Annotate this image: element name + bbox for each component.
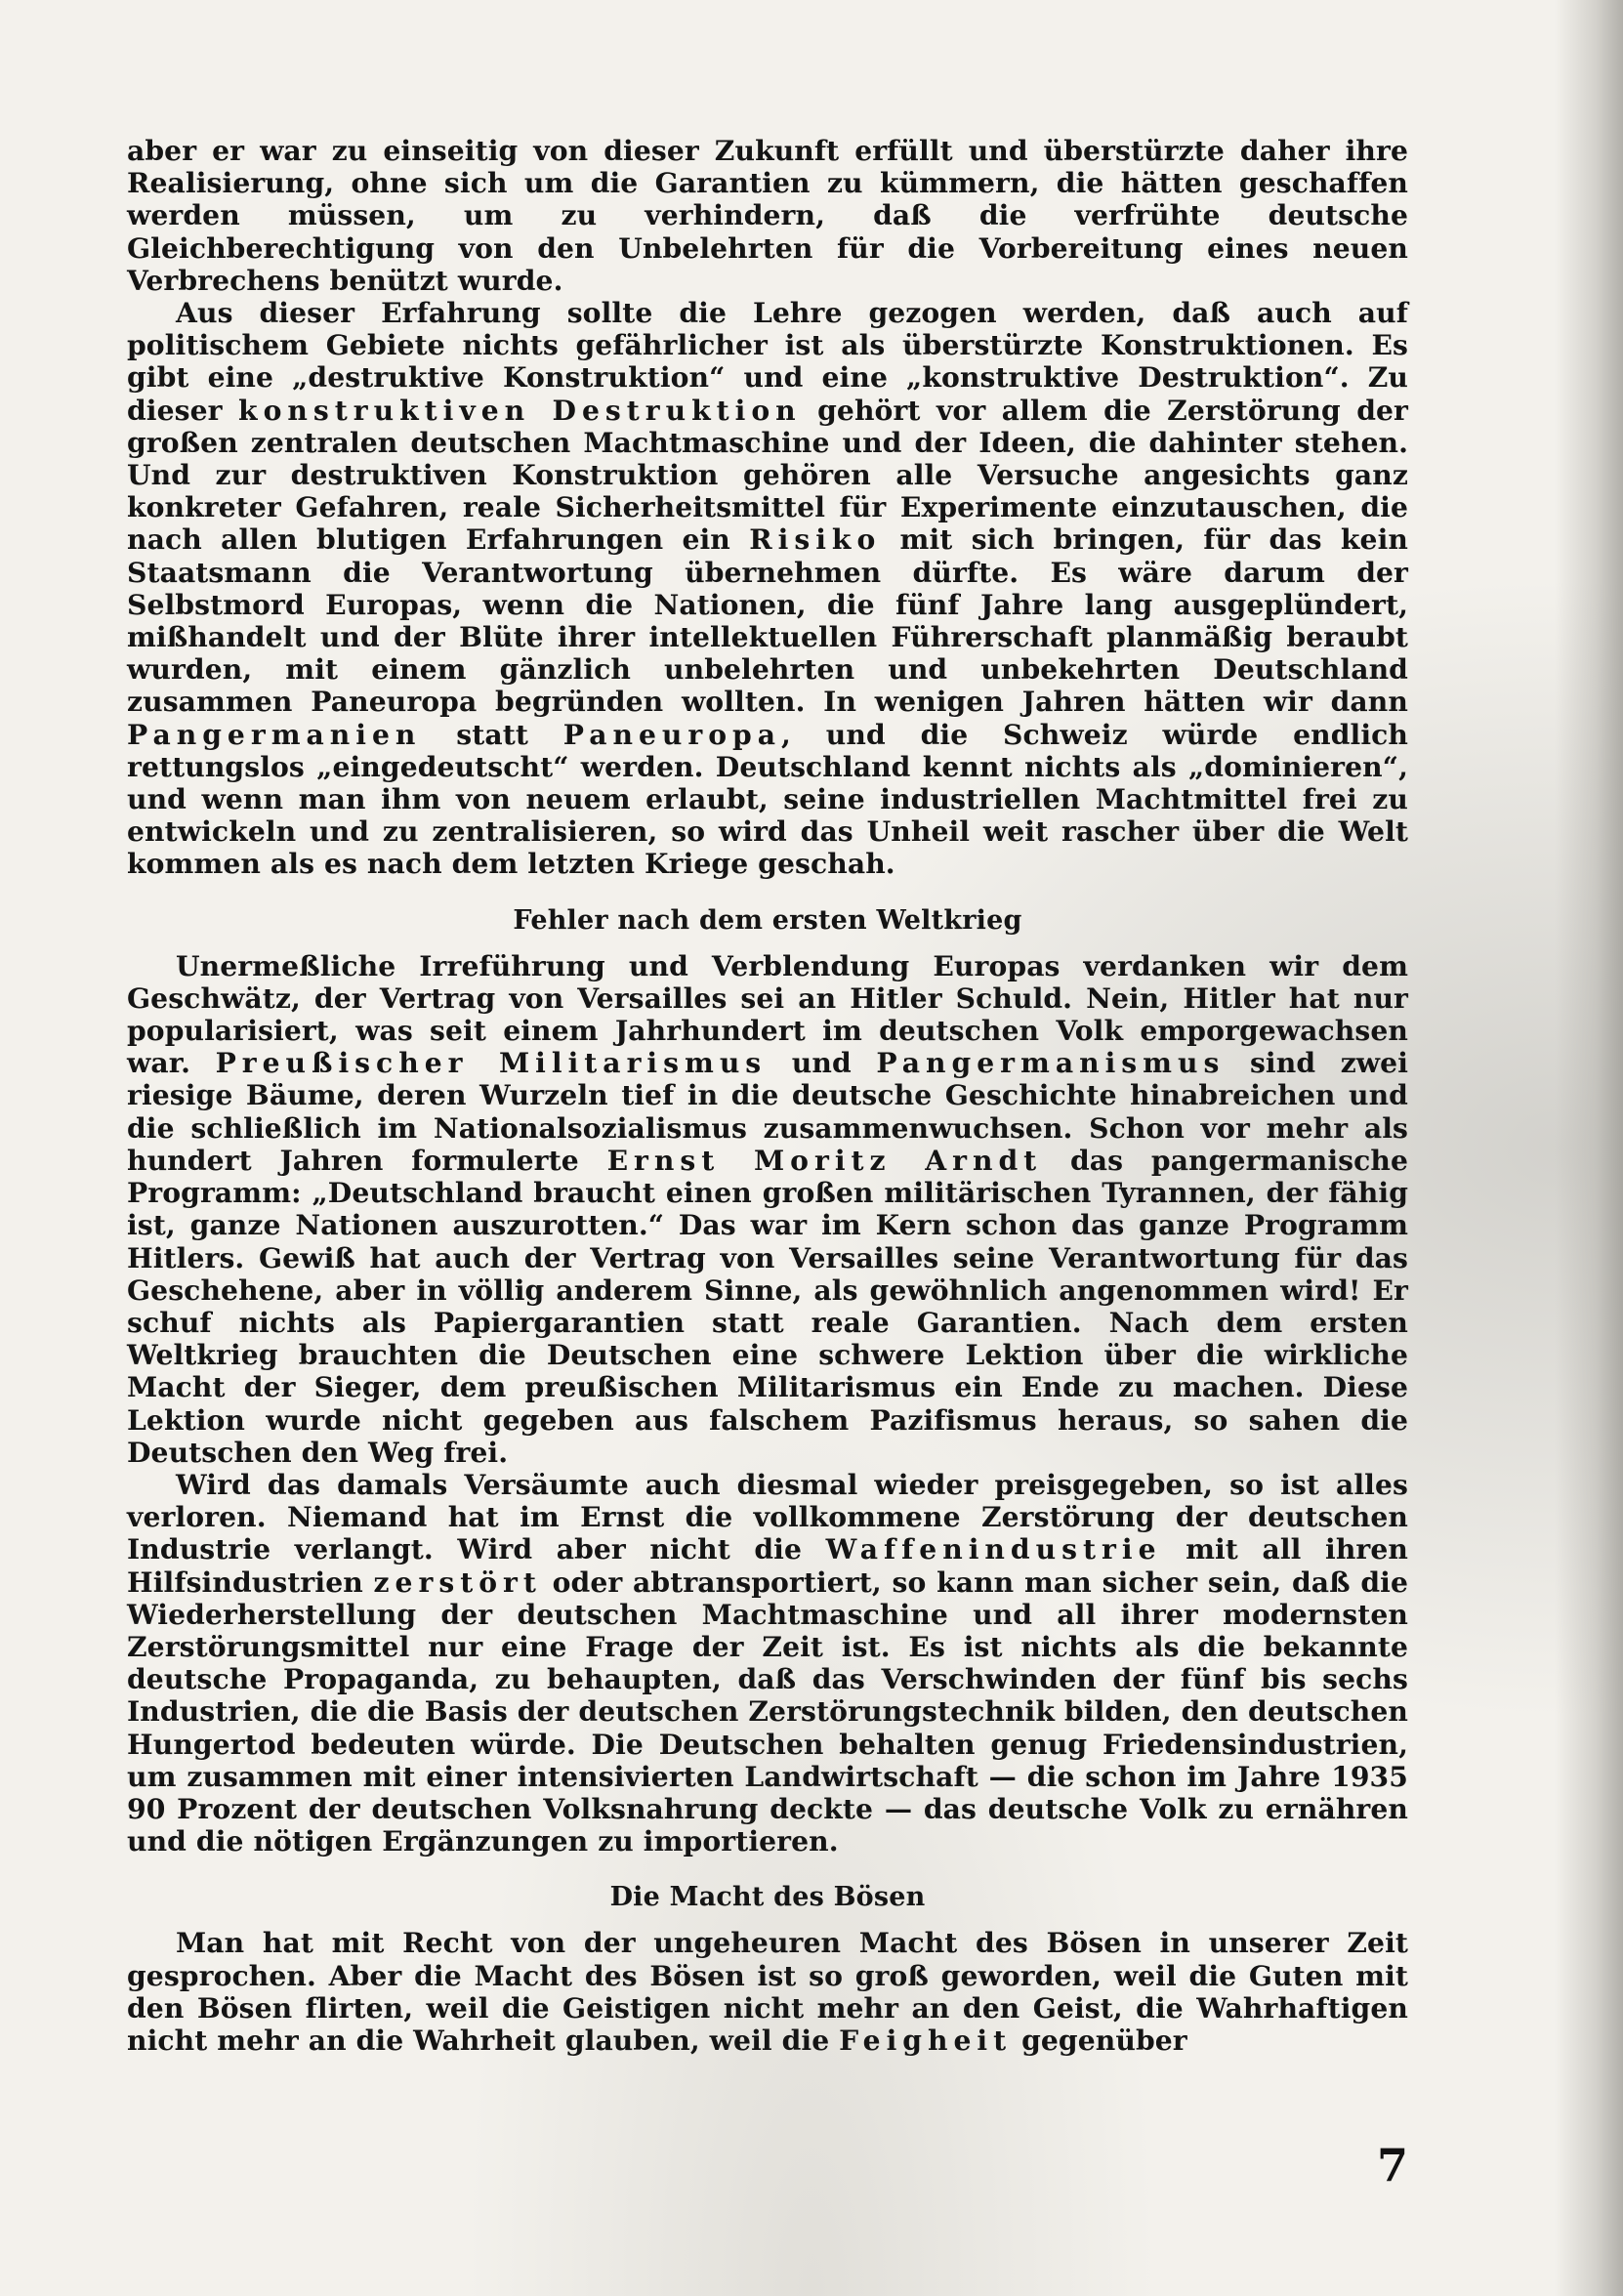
- page-edge-shadow: [1555, 0, 1623, 2296]
- section-heading: Fehler nach dem ersten Weltkrieg: [513, 904, 1022, 936]
- spaced-emphasis-text: Paneuropa: [562, 718, 782, 751]
- spaced-emphasis-text: zerstört: [373, 1565, 542, 1599]
- text-run: sind zwei riesige Bäume, deren Wurzeln tief in die deutsche Geschichte hinabreichen und die schließlich im Nationalsozialismus zusammenwuchsen. Schon vor mehr als hundert Jahren formulerte: [127, 1047, 1409, 1177]
- text-run: Man hat mit Recht von der ungeheuren Macht des Bösen in unserer Zeit gesprochen. Aber die Macht des Bösen ist so groß geworden, weil die Guten mit den Bösen flirten, weil die Geistigen nicht mehr an den Geist, die Wahrhaftigen nicht mehr an die Wahrheit glauben, weil die: [127, 1927, 1408, 2057]
- spaced-emphasis-text: Preußischer Militarismus: [215, 1047, 768, 1080]
- text-run: statt: [421, 718, 563, 751]
- text-run: mit all ihren Hilfsindustrien: [127, 1533, 1408, 1599]
- spaced-emphasis-text: konstruktiven Destruktion: [238, 394, 802, 427]
- paragraph: [127, 297, 1408, 881]
- text-run: das pangermanische Programm: „Deutschland braucht einen großen militärischen Tyrannen, der fähig ist, ganze Nationen auszurotten.“ Das war im Kern schon das ganze Programm Hitlers. Gewiß hat auch der Vertrag von Versailles seine Verantwortung für das Geschehene, aber in völlig anderem Sinne, als gewöhnlich angenommen wird! Er schuf nichts als Papiergarantien statt reale Garantien. Nach dem ersten Weltkrieg brauchten die Deutschen eine schwere Lektion über die wirkliche Macht der Sieger, dem preußischen Militarismus ein Ende zu machen. Diese Lektion wurde nicht gegeben aus falschem Pazifismus heraus, so sahen die Deutschen den Weg frei.: [127, 1144, 1409, 1469]
- text-run: gehört vor allem die Zerstörung der großen zentralen deutschen Machtmaschine und der Ideen, die dahinter stehen. Und zur destruktiven Konstruktion gehören alle Versuche angesichts ganz konkreter Gefahren, reale Sicherheitsmittel für Experimente einzutauschen, die nach allen blutigen Erfahrungen ein: [127, 394, 1408, 557]
- text-run: mit sich bringen, für das kein Staatsmann die Verantwortung übernehmen dürfte. Es wäre darum der Selbstmord Europas, wenn die Nationen, die fünf Jahre lang ausgeplündert, mißhandelt und der Blüte ihrer intellektuellen Führerschaft planmäßig beraubt wurden, mit einem gänzlich unbelehrten und unbekehrten Deutschland zusammen Paneuropa begründen wollten. In wenigen Jahren hätten wir dann: [127, 523, 1408, 719]
- spaced-emphasis-text: Pangermanismus: [876, 1047, 1226, 1080]
- paragraph: [127, 950, 1408, 1469]
- paragraph: [127, 135, 1408, 297]
- paragraph: [127, 1469, 1408, 1858]
- paragraph: [127, 1927, 1408, 2057]
- text-run: aber er war zu einseitig von dieser Zukunft erfüllt und überstürzte daher ihre Realisierung, ohne sich um die Garantien zu kümmern, die hätten geschaffen werden müssen, um zu verhindern, daß die verfrühte deutsche Gleichberechtigung von den Unbelehrten für die Vorbereitung eines neuen Verbrechens benützt wurde.: [127, 135, 1408, 297]
- section-heading: Die Macht des Bösen: [609, 1882, 926, 1913]
- text-run: , und die Schweiz würde endlich rettungslos „eingedeutscht“ werden. Deutschland kennt nichts als „dominieren“, und wenn man ihm von neuem erlaubt, seine industriellen Machtmittel frei zu entwickeln und zu zentralisieren, so wird das Unheil weit rascher über die Welt kommen als es nach dem letzten Kriege geschah.: [127, 718, 1408, 881]
- spaced-emphasis-text: Ernst Moritz Arndt: [606, 1144, 1043, 1177]
- text-run: Aus dieser Erfahrung sollte die Lehre gezogen werden, daß auch auf politischem Gebiete nichts gefährlicher ist als überstürzte Konstruktionen. Es gibt eine „destruktive Konstruktion“ und eine „konstruktive Destruktion“. Zu dieser: [127, 297, 1408, 427]
- body-text: [127, 135, 1408, 2057]
- text-run: Wird das damals Versäumte auch diesmal wieder preisgegeben, so ist alles verloren. Niemand hat im Ernst die vollkommene Zerstörung der deutschen Industrie verlangt. Wird aber nicht die: [127, 1468, 1408, 1566]
- text-run: gegenüber: [1012, 2024, 1187, 2057]
- spaced-emphasis-text: Risiko: [749, 523, 882, 557]
- spaced-emphasis-text: Feigheit: [839, 2024, 1013, 2057]
- text-run: und: [767, 1047, 877, 1080]
- spaced-emphasis-text: Waffenindustrie: [825, 1533, 1162, 1566]
- text-run: Unermeßliche Irreführung und Verblendung Europas verdanken wir dem Geschwätz, der Vertrag von Versailles sei an Hitler Schuld. Nein, Hitler hat nur popularisiert, was seit einem Jahrhundert im deutschen Volk emporgewachsen war.: [127, 949, 1408, 1080]
- spaced-emphasis-text: Pangermanien: [127, 718, 422, 751]
- text-run: oder abtransportiert, so kann man sicher sein, daß die Wiederherstellung der deutschen Machtmaschine und all ihrer modernsten Zerstörungsmittel nur eine Frage der Zeit ist. Es ist nichts als die bekannte deutsche Propaganda, zu behaupten, daß das Verschwinden der fünf bis sechs Industrien, die die Basis der deutschen Zerstörungstechnik bilden, den deutschen Hungertod bedeuten würde. Die Deutschen behalten genug Friedensindustrien, um zusammen mit einer intensivierten Landwirtschaft — die schon im Jahre 1935 90 Prozent der deutschen Volksnahrung deckte — das deutsche Volk zu ernähren und die nötigen Ergänzungen zu importieren.: [127, 1565, 1408, 1858]
- page-number: 7: [1377, 2139, 1409, 2192]
